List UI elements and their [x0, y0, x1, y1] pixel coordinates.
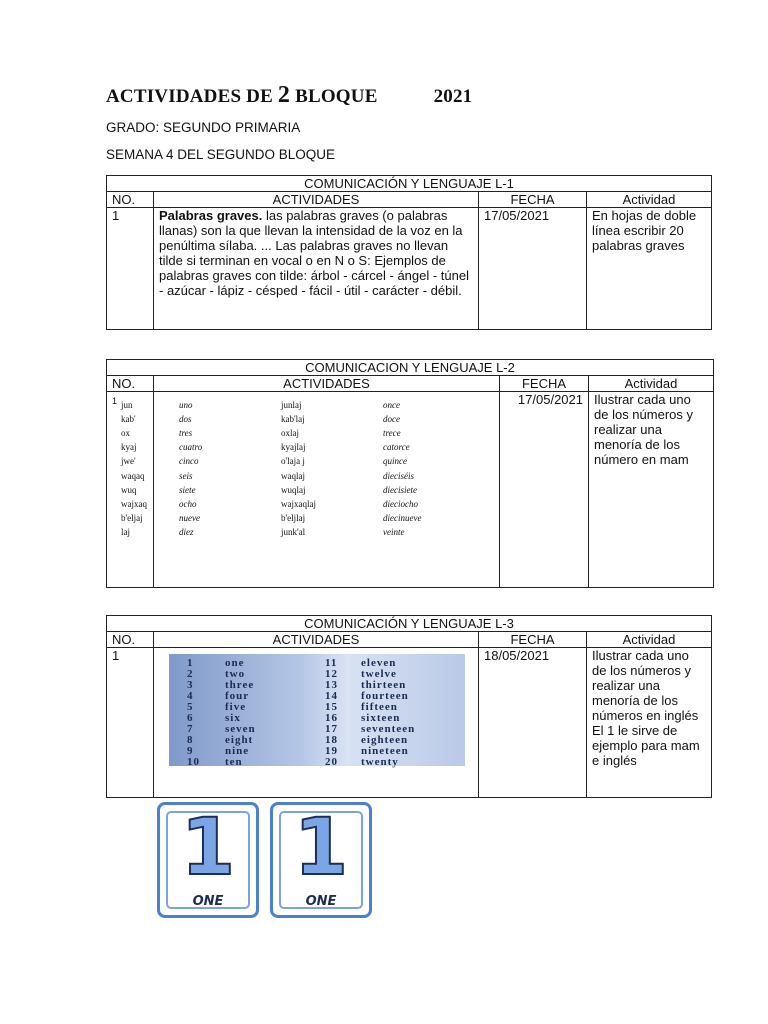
mam-cell: ocho — [179, 498, 197, 509]
mam-cell: oxlaj — [281, 428, 299, 439]
english-number-cell: 10 — [187, 756, 200, 768]
english-number-cell: six — [225, 712, 241, 724]
english-number-cell: sixteen — [361, 712, 401, 724]
english-number-row — [169, 755, 465, 766]
english-number-cell: fifteen — [361, 701, 398, 713]
col-no: NO. — [107, 192, 154, 208]
english-number-cell: 6 — [187, 712, 194, 724]
mam-row — [121, 497, 489, 511]
row-task: En hojas de doble línea escribir 20 palabras graves — [587, 208, 712, 330]
english-number-cell: three — [225, 679, 255, 691]
grado-line: GRADO: SEGUNDO PRIMARIA — [106, 120, 301, 135]
mam-cell: once — [383, 400, 400, 410]
card-word: ONE — [192, 894, 224, 909]
mam-cell: b'eljlaj — [281, 512, 306, 523]
mam-cell: jwe' — [121, 456, 136, 467]
card-digit: 1 — [293, 803, 349, 893]
mam-cell: kab' — [121, 414, 136, 425]
english-number-cell: 7 — [187, 723, 194, 735]
mam-cell: dieciocho — [383, 498, 418, 509]
mam-cell: quince — [383, 456, 407, 467]
document-title — [106, 82, 472, 109]
col-fecha: FECHA — [479, 192, 587, 208]
mam-cell: junlaj — [281, 400, 302, 410]
mam-row — [121, 483, 489, 497]
english-number-cell: four — [225, 690, 250, 702]
english-number-row — [169, 744, 465, 755]
mam-cell: nueve — [179, 512, 200, 523]
mam-cell: dieciséis — [383, 470, 414, 481]
english-number-row — [169, 667, 465, 678]
mam-cell: o'laja j — [281, 456, 305, 467]
row-task: Ilustrar cada uno de los números y realizar una menoría de los número en mam — [589, 392, 714, 588]
title-number: 2 — [277, 82, 291, 108]
mam-cell: cuatro — [179, 442, 203, 453]
semana-line: SEMANA 4 DEL SEGUNDO BLOQUE — [106, 147, 336, 162]
mam-cell: waqlaj — [281, 470, 305, 481]
mam-cell: kab'laj — [281, 414, 305, 425]
mam-row — [121, 525, 489, 539]
english-number-cell: 20 — [325, 756, 338, 768]
english-number-row — [169, 722, 465, 733]
english-number-cell: 13 — [325, 679, 338, 691]
title-text: ACTIVIDADES DE — [106, 86, 278, 107]
english-number-cell: thirteen — [361, 679, 407, 691]
english-number-row — [169, 678, 465, 689]
mam-cell: laj — [121, 526, 130, 537]
english-number-cell: 3 — [187, 679, 194, 691]
english-number-cell: eleven — [361, 657, 397, 669]
mam-numbers-table — [121, 392, 500, 588]
mam-cell: kyajlaj — [281, 442, 306, 453]
card-word: ONE — [305, 894, 337, 909]
mam-row — [121, 440, 489, 454]
mam-cell: ox — [121, 428, 130, 439]
english-numbers-image — [154, 648, 479, 798]
mam-cell: diez — [179, 526, 194, 537]
english-number-cell: two — [225, 668, 246, 680]
col-fecha: FECHA — [500, 376, 589, 392]
mam-cell: seis — [179, 470, 193, 481]
row-task: Ilustrar cada uno de los números y realizar una menoría de los números en inglés El 1 le sirve de ejemplo para mam e inglés — [587, 648, 712, 798]
english-number-cell: one — [225, 657, 245, 669]
english-number-cell: 5 — [187, 701, 194, 713]
mam-cell: trece — [383, 428, 401, 439]
mam-cell: wuqlaj — [281, 484, 306, 495]
col-fecha: FECHA — [479, 632, 587, 648]
mam-cell: catorce — [383, 442, 410, 453]
english-number-cell: 11 — [325, 657, 338, 669]
english-number-cell: 16 — [325, 712, 338, 724]
english-number-cell: fourteen — [361, 690, 409, 702]
table-l2 — [106, 359, 714, 588]
number-card-one — [157, 802, 259, 918]
english-number-cell: eight — [225, 734, 254, 746]
english-number-cell: nine — [225, 745, 250, 757]
table-l1 — [106, 175, 712, 330]
english-number-cell: 14 — [325, 690, 338, 702]
table-title: COMUNICACIÓN Y LENGUAJE L-1 — [107, 176, 712, 192]
mam-cell: siete — [179, 484, 196, 495]
english-number-cell: seven — [225, 723, 256, 735]
col-actividades: ACTIVIDADES — [154, 192, 479, 208]
card-digit: 1 — [180, 803, 236, 893]
mam-cell: veinte — [383, 526, 405, 537]
mam-cell: kyaj — [121, 442, 137, 453]
mam-cell: cinco — [179, 456, 199, 467]
mam-cell: wuq — [121, 484, 137, 495]
english-number-row — [169, 711, 465, 722]
title-year: 2021 — [433, 86, 473, 107]
english-number-row — [169, 689, 465, 700]
col-actividad: Actividad — [589, 376, 714, 392]
english-number-cell: nineteen — [361, 745, 409, 757]
mam-row — [121, 511, 489, 525]
english-number-cell: 17 — [325, 723, 338, 735]
mam-cell: wajxaq — [121, 498, 147, 509]
row-date: 17/05/2021 — [500, 392, 589, 588]
col-actividad: Actividad — [587, 632, 712, 648]
col-actividad: Actividad — [587, 192, 712, 208]
mam-row — [121, 412, 489, 426]
row-number: 1 — [107, 208, 154, 330]
english-number-row — [169, 656, 465, 667]
activity-heading: Palabras graves. — [159, 208, 263, 223]
mam-cell: waqaq — [121, 470, 145, 481]
mam-cell: diecinueve — [383, 512, 422, 523]
table-title: COMUNICACION Y LENGUAJE L-2 — [107, 360, 714, 376]
english-number-cell: 2 — [187, 668, 194, 680]
mam-cell: wajxaqlaj — [281, 498, 316, 509]
mam-cell: uno — [179, 400, 193, 410]
english-number-row — [169, 733, 465, 744]
english-number-cell: 19 — [325, 745, 338, 757]
english-number-cell: 9 — [187, 745, 194, 757]
english-number-cell: seventeen — [361, 723, 416, 735]
english-number-cell: five — [225, 701, 247, 713]
english-number-row — [169, 700, 465, 711]
english-number-cell: ten — [225, 756, 243, 768]
mam-cell: jun — [121, 400, 133, 410]
col-no: NO. — [107, 632, 154, 648]
col-no: NO. — [107, 376, 154, 392]
number-card-one-2 — [270, 802, 372, 918]
row-number-text: 1 — [112, 396, 118, 406]
table-title: COMUNICACIÓN Y LENGUAJE L-3 — [107, 616, 712, 632]
row-number: 1 — [107, 648, 154, 798]
mam-cell: tres — [179, 428, 193, 439]
english-number-cell: 8 — [187, 734, 194, 746]
activity-text — [154, 208, 479, 330]
mam-row — [121, 426, 489, 440]
col-actividades: ACTIVIDADES — [154, 376, 500, 392]
mam-row — [121, 469, 489, 483]
activity-body: las palabras graves (o palabras llanas) son la que llevan la intensidad de la voz en la penúltima sílaba. ... Las palabras graves no llevan tilde si terminan en vocal o en N o S: Ejemplos de palabras graves con tilde: árbol - cárcel - ángel - túnel - azúcar - lápiz - césped - fácil - útil - carácter - débil. — [159, 208, 469, 298]
mam-cell: dos — [179, 414, 192, 425]
mam-cell: b'eljaj — [121, 512, 143, 523]
english-number-cell: 1 — [187, 657, 194, 669]
col-actividades: ACTIVIDADES — [154, 632, 479, 648]
english-number-cell: twenty — [361, 756, 399, 768]
row-date: 18/05/2021 — [479, 648, 587, 798]
mam-row — [121, 398, 489, 412]
mam-cell: junk'al — [281, 526, 306, 537]
english-number-cell: twelve — [361, 668, 397, 680]
title-text-2: BLOQUE — [290, 86, 378, 107]
english-number-cell: eighteen — [361, 734, 409, 746]
english-number-cell: 12 — [325, 668, 338, 680]
english-number-cell: 18 — [325, 734, 338, 746]
english-number-cell: 4 — [187, 690, 194, 702]
row-date: 17/05/2021 — [479, 208, 587, 330]
mam-cell: diecisiete — [383, 484, 417, 495]
table-l3 — [106, 615, 712, 798]
english-number-cell: 15 — [325, 701, 338, 713]
mam-cell: doce — [383, 414, 400, 425]
mam-row — [121, 454, 489, 468]
